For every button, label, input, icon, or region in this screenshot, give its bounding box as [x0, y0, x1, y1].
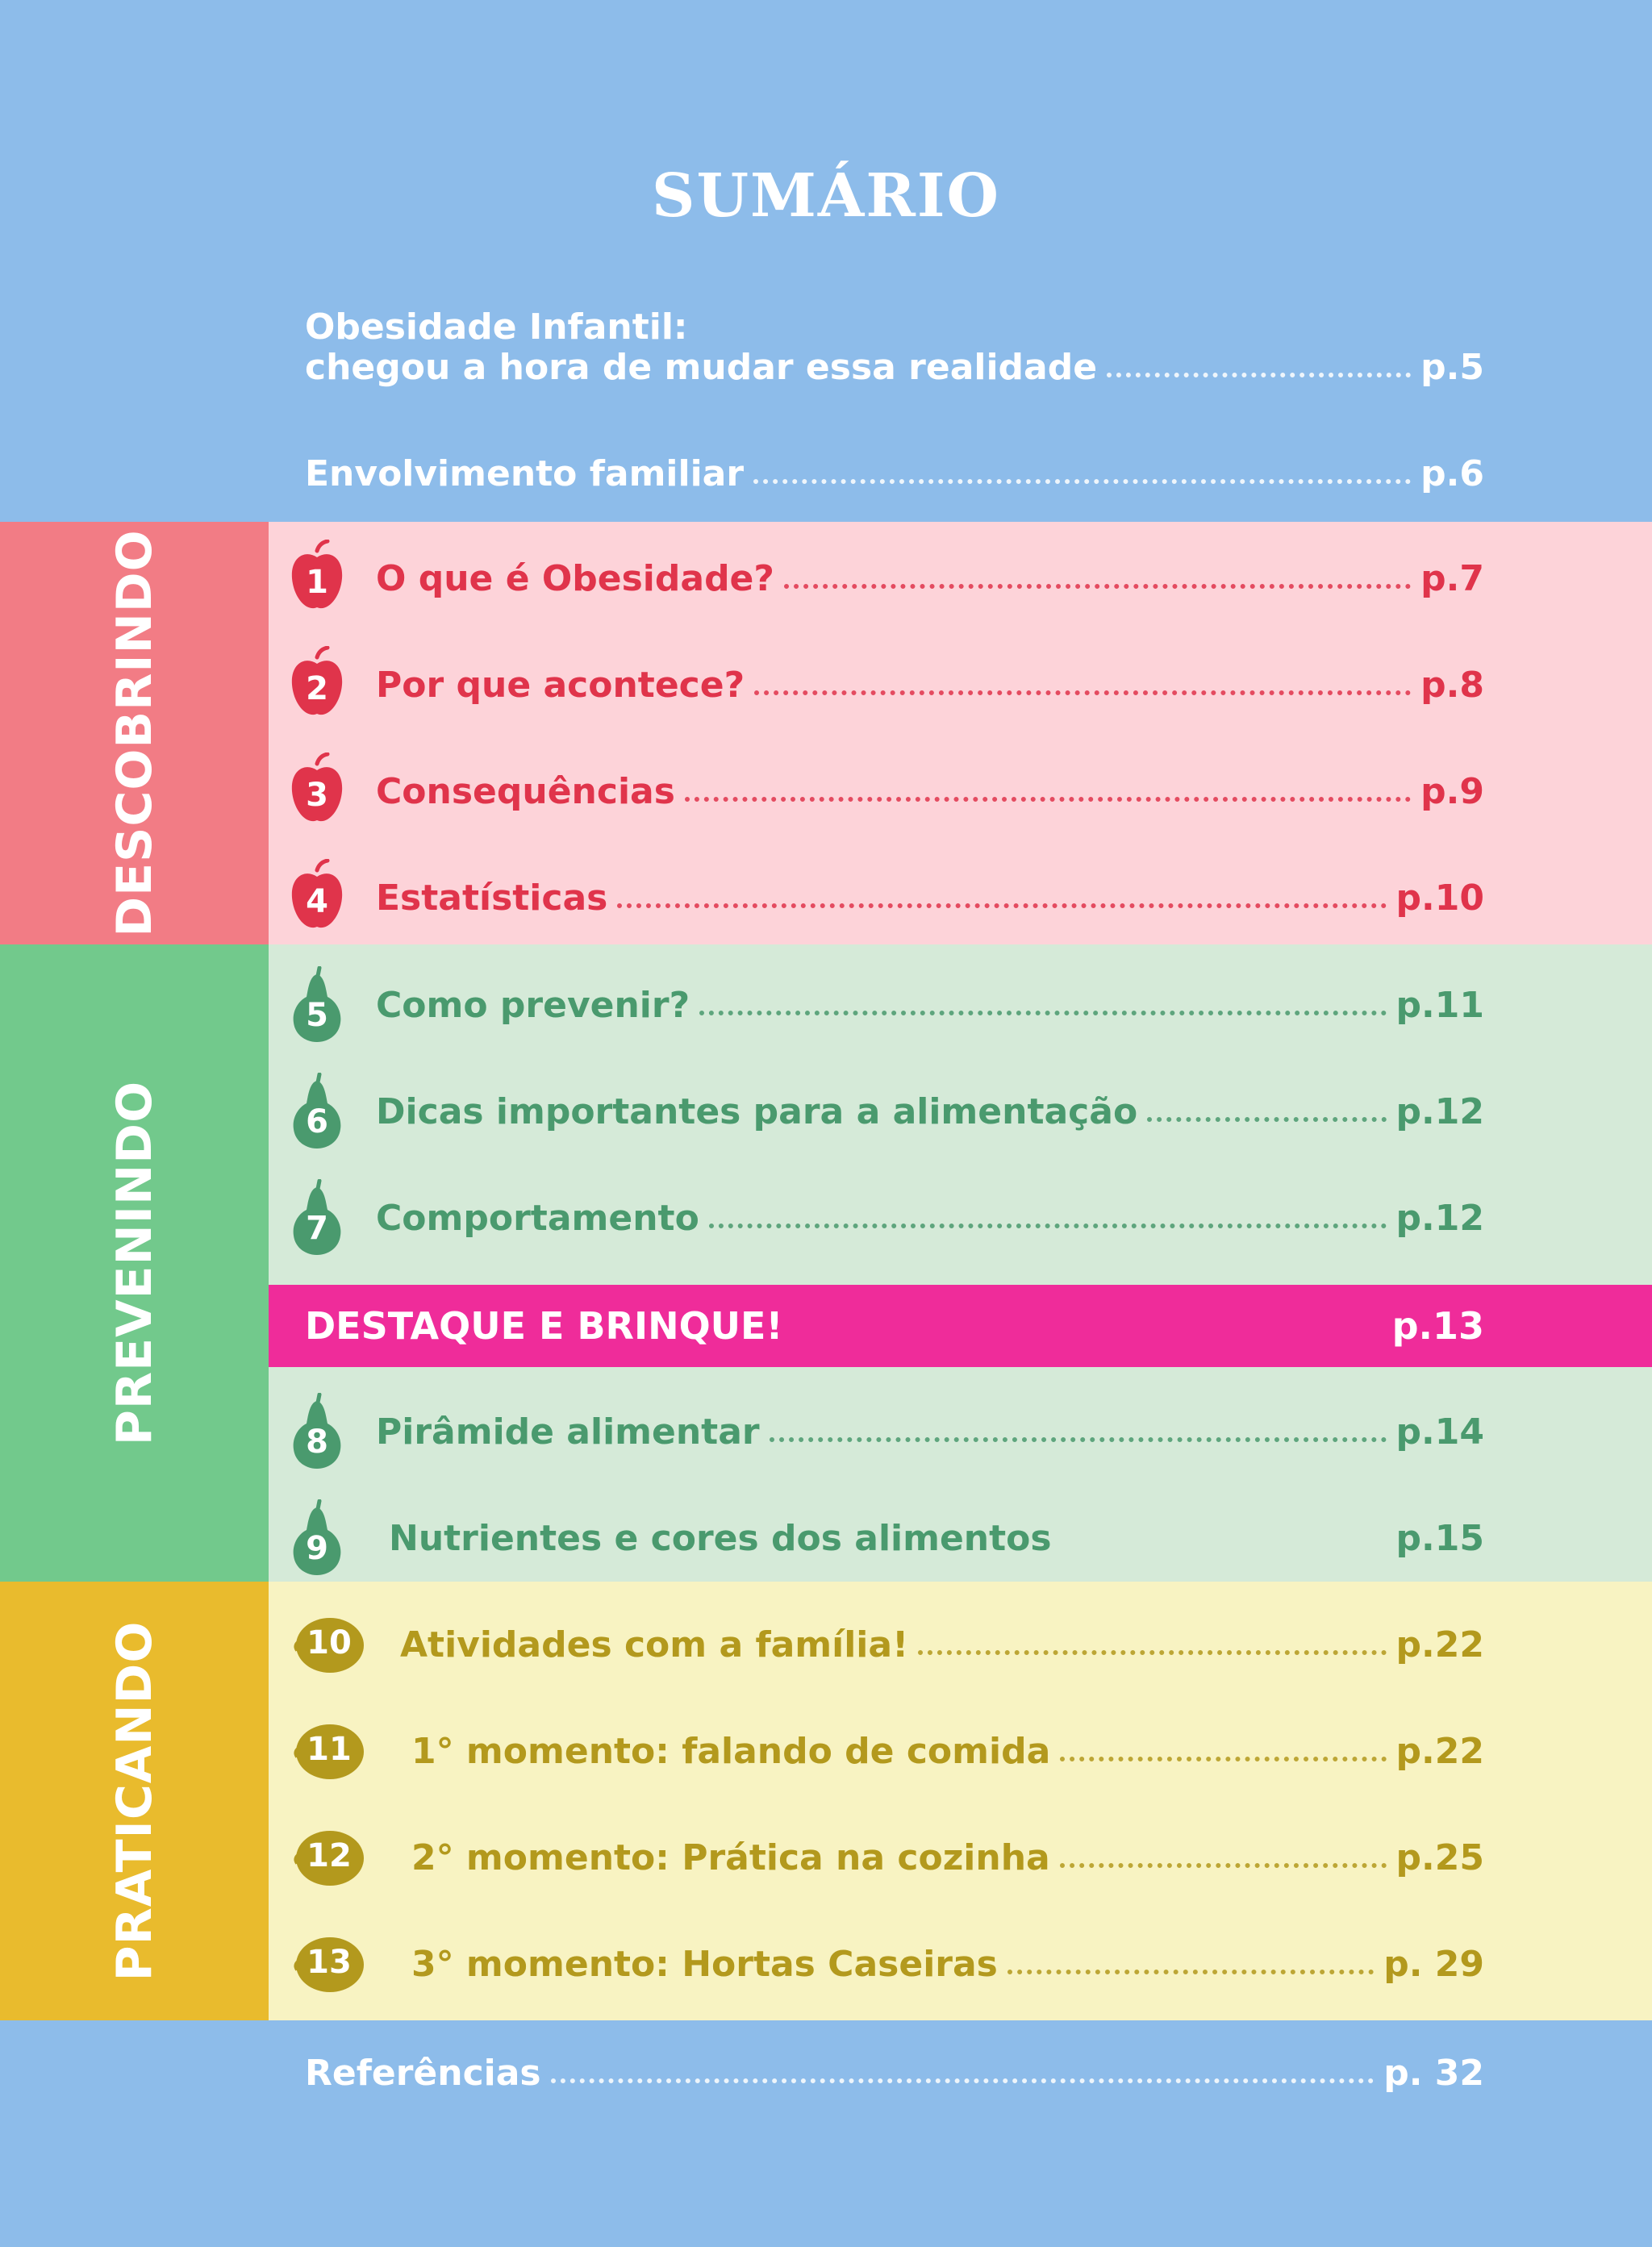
toc-references[interactable] — [0, 2036, 1652, 2109]
dot-leader — [1107, 371, 1411, 377]
dot-leader — [1147, 1115, 1386, 1122]
item-number: 2 — [306, 670, 328, 707]
dot-leader — [1060, 1755, 1386, 1761]
toc-item-10[interactable] — [0, 1591, 1652, 1698]
apple-icon — [289, 752, 345, 830]
highlight-destaque[interactable] — [269, 1285, 1652, 1367]
toc-item-3[interactable] — [0, 738, 1652, 844]
dot-leader — [1060, 1861, 1387, 1868]
item-number: 9 — [306, 1530, 328, 1567]
dot-leader — [754, 689, 1411, 695]
page-number: p. 29 — [1383, 1943, 1484, 1985]
pear-icon — [289, 1393, 345, 1470]
item-number: 3 — [306, 777, 328, 814]
page-number: p.10 — [1395, 877, 1484, 919]
item-number: 12 — [307, 1837, 352, 1874]
item-number: 4 — [306, 883, 328, 920]
page-title: SUMÁRIO — [652, 161, 1000, 231]
intro-line2: chegou a hora de mudar essa realidade — [305, 346, 1098, 388]
page-number: p. 32 — [1383, 2052, 1484, 2094]
item-label: Pirâmide alimentar — [376, 1411, 760, 1453]
page-number: p.14 — [1395, 1411, 1484, 1453]
page-number: p.15 — [1395, 1517, 1484, 1559]
toc-item-8[interactable] — [0, 1378, 1652, 1485]
dot-leader — [685, 795, 1411, 802]
toc-item-12[interactable] — [0, 1804, 1652, 1911]
item-number: 8 — [306, 1424, 328, 1461]
toc-item-4[interactable] — [0, 844, 1652, 951]
dot-leader — [551, 2077, 1375, 2083]
page-number: p.25 — [1395, 1836, 1484, 1878]
page-number: p.12 — [1395, 1090, 1484, 1132]
page-number: p.12 — [1395, 1197, 1484, 1239]
section-label: PREVENINDO — [106, 1080, 163, 1446]
item-label: Consequências — [376, 770, 675, 812]
item-label: 2° momento: Prática na cozinha — [411, 1836, 1050, 1878]
lemon-icon — [293, 1826, 365, 1889]
dot-leader — [753, 477, 1411, 484]
dot-leader — [617, 902, 1386, 908]
dot-leader — [770, 1436, 1387, 1442]
dot-leader — [709, 1222, 1387, 1228]
pear-icon — [289, 1073, 345, 1150]
lemon-icon — [293, 1720, 365, 1782]
toc-item-2[interactable] — [0, 632, 1652, 738]
lemon-icon — [293, 1932, 365, 1995]
item-number: 13 — [307, 1944, 352, 1981]
item-label: Como prevenir? — [376, 984, 690, 1026]
item-number: 6 — [306, 1103, 328, 1140]
apple-icon — [289, 540, 345, 617]
item-label: 1° momento: falando de comida — [411, 1730, 1051, 1772]
toc-item-9[interactable] — [0, 1485, 1652, 1591]
item-number: 5 — [306, 997, 328, 1034]
highlight-label: DESTAQUE E BRINQUE! — [305, 1304, 783, 1348]
item-label: Estatísticas — [376, 877, 608, 919]
lemon-icon — [293, 1613, 365, 1676]
pear-icon — [289, 966, 345, 1044]
item-label: Atividades com a família! — [400, 1624, 909, 1665]
section-label: DESCOBRINDO — [106, 529, 163, 937]
toc-item-13[interactable] — [0, 1911, 1652, 2017]
intro-entry-obesidade[interactable] — [0, 331, 1652, 403]
pear-icon — [289, 1179, 345, 1257]
page-number: p.13 — [1391, 1304, 1484, 1348]
item-label: Dicas importantes para a alimentação — [376, 1090, 1138, 1132]
toc-item-11[interactable] — [0, 1698, 1652, 1804]
intro-entry-envolvimento[interactable] — [0, 437, 1652, 510]
page-number: p.8 — [1420, 664, 1484, 706]
toc-item-5[interactable] — [0, 952, 1652, 1058]
references-label: Referências — [305, 2052, 541, 2094]
item-label: Por que acontece? — [376, 664, 745, 706]
pear-icon — [289, 1499, 345, 1577]
item-number: 1 — [306, 564, 328, 601]
apple-icon — [289, 646, 345, 723]
page-number: p.7 — [1420, 557, 1484, 599]
page-number: p.22 — [1395, 1624, 1484, 1665]
dot-leader — [918, 1649, 1386, 1655]
page-number: p.6 — [1420, 452, 1484, 494]
item-number: 11 — [307, 1731, 352, 1768]
item-label: 3° momento: Hortas Caseiras — [411, 1943, 998, 1985]
page-number: p.22 — [1395, 1730, 1484, 1772]
page-number: p.9 — [1420, 770, 1484, 812]
section-label: PRATICANDO — [106, 1620, 163, 1982]
page-number: p.11 — [1395, 984, 1484, 1026]
toc-item-6[interactable] — [0, 1058, 1652, 1165]
item-label: Comportamento — [376, 1197, 699, 1239]
item-number: 7 — [306, 1210, 328, 1247]
envolvimento-label: Envolvimento familiar — [305, 452, 745, 494]
page-number: p.5 — [1420, 346, 1484, 388]
dot-leader — [1007, 1968, 1374, 1974]
item-label: Nutrientes e cores dos alimentos — [389, 1517, 1052, 1559]
toc-item-1[interactable] — [0, 525, 1652, 632]
apple-icon — [289, 859, 345, 936]
dot-leader — [784, 582, 1411, 589]
intro-line1: Obesidade Infantil: — [305, 306, 688, 348]
item-number: 10 — [307, 1624, 352, 1661]
dot-leader — [699, 1009, 1386, 1015]
toc-item-7[interactable] — [0, 1165, 1652, 1271]
item-label: O que é Obesidade? — [376, 557, 774, 599]
